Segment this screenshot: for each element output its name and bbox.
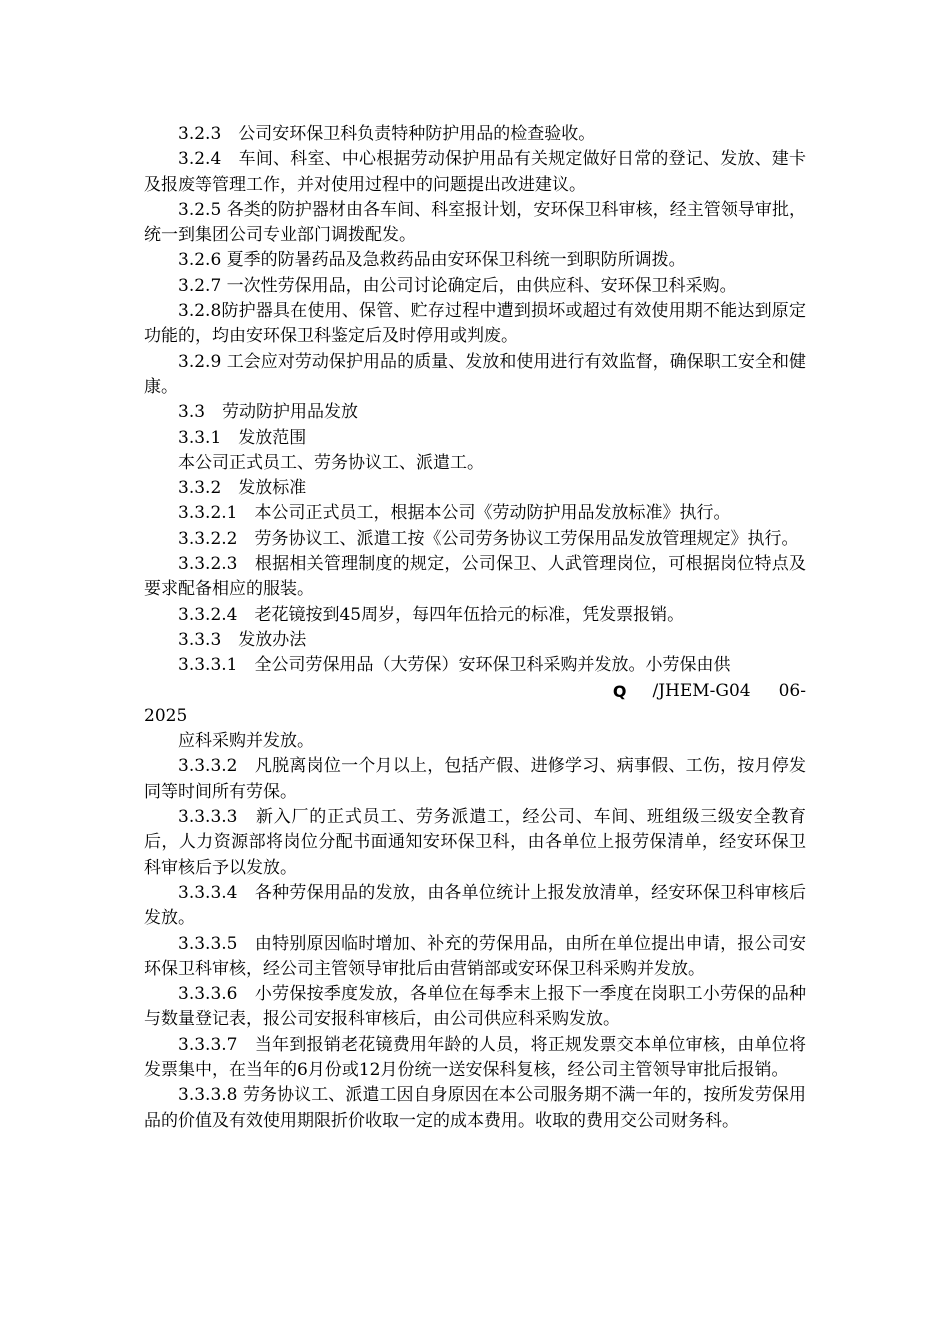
paragraph-3-3-2-4: 3.3.2.4 老花镜按到45周岁，每四年伍拾元的标准，凭发票报销。 xyxy=(178,604,685,625)
paragraph-3-2-7: 3.2.7 一次性劳保用品，由公司讨论确定后，由供应科、安环保卫科采购。 xyxy=(178,275,737,296)
paragraph-3-3-2-2: 3.3.2.2 劳务协议工、派遣工按《公司劳务协议工劳保用品发放管理规定》执行。 xyxy=(178,528,799,549)
document-code-q: Q xyxy=(612,681,627,701)
document-code-line xyxy=(144,679,806,704)
paragraph-3-2-5: 3.2.5 各类的防护器材由各车间、科室报计划，安环保卫科审核，经主管领导审批，统一到集团公司专业部门调拨配发。 xyxy=(144,199,806,246)
heading-3-3: 3.3 劳动防护用品发放 xyxy=(178,402,359,423)
paragraph-3-3-3-7: 3.3.3.7 当年到报销老花镜费用年龄的人员，将正规发票交本单位审核，由单位将发票集中，在当年的6月份或12月份统一送安保科复核，经公司主管领导审批后报销。 xyxy=(144,1034,806,1080)
paragraph-3-3-3-8: 3.3.3.8 劳务协议工、派遣工因自身原因在本公司服务期不满一年的，按所发劳保用品的价值及有效使用期限折价收取一定的成本费用。收取的费用交公司财务科。 xyxy=(144,1085,806,1131)
heading-3-3-3: 3.3.3 发放办法 xyxy=(178,629,307,650)
paragraph-3-3-2-1: 3.3.2.1 本公司正式员工，根据本公司《劳动防护用品发放标准》执行。 xyxy=(178,503,731,524)
paragraph-3-3-3-1: 3.3.3.1 全公司劳保用品（大劳保）安环保卫科采购并发放。小劳保由供 xyxy=(178,655,731,676)
paragraph-3-2-9: 3.2.9 工会应对劳动保护用品的质量、发放和使用进行有效监督，确保职工安全和健康。 xyxy=(144,351,806,397)
paragraph-3-3-3-5: 3.3.3.5 由特别原因临时增加、补充的劳保用品，由所在单位提出申请，报公司安环保卫科审核，经公司主管领导审批后由营销部或安环保卫科采购并发放。 xyxy=(144,933,806,979)
paragraph-3-2-3: 3.2.3 公司安环保卫科负责特种防护用品的检查验收。 xyxy=(178,124,596,144)
paragraph-3-3-2-3: 3.3.2.3 根据相关管理制度的规定，公司保卫、人武管理岗位，可根据岗位特点及要求配备相应的服装。 xyxy=(144,554,806,600)
paragraph-3-2-6: 3.2.6 夏季的防暑药品及急救药品由安环保卫科统一到职防所调拨。 xyxy=(178,250,686,271)
paragraph-3-3-3-2: 3.3.3.2 凡脱离岗位一个月以上，包括产假、进修学习、病事假、工伤，按月停发同等时间所有劳保。 xyxy=(144,756,806,802)
paragraph-3-2-8: 3.2.8防护器具在使用、保管、贮存过程中遭到损坏或超过有效使用期不能达到原定功能的，均由安环保卫科鉴定后及时停用或判废。 xyxy=(144,301,806,347)
paragraph-3-3-3-3: 3.3.3.3 新入厂的正式员工、劳务派遣工，经公司、车间、班组级三级安全教育后，人力资源部将岗位分配书面通知安环保卫科，由各单位上报劳保清单，经安环保卫科审核后予以发放。 xyxy=(144,807,806,878)
document-code-number: 06- xyxy=(778,680,806,701)
heading-3-3-2: 3.3.2 发放标准 xyxy=(178,478,307,499)
document-body xyxy=(144,122,806,1134)
paragraph-3-3-3-1-cont: 应科采购并发放。 xyxy=(178,731,314,752)
paragraph-3-3-3-4: 3.3.3.4 各种劳保用品的发放，由各单位统计上报发放清单，经安环保卫科审核后发放。 xyxy=(144,882,806,929)
paragraph-3-2-4: 3.2.4 车间、科室、中心根据劳动保护用品有关规定做好日常的登记、发放、建卡及报废等管理工作，并对使用过程中的问题提出改进建议。 xyxy=(144,149,806,195)
document-code: /JHEM-G04 xyxy=(652,680,751,701)
document-code-year: 2025 xyxy=(144,705,188,726)
paragraph-scope: 本公司正式员工、劳务协议工、派遣工。 xyxy=(178,452,484,473)
heading-3-3-1: 3.3.1 发放范围 xyxy=(178,427,307,448)
paragraph-3-3-3-6: 3.3.3.6 小劳保按季度发放，各单位在每季末上报下一季度在岗职工小劳保的品种与数量登记表，报公司安报科审核后，由公司供应科采购发放。 xyxy=(144,984,806,1030)
